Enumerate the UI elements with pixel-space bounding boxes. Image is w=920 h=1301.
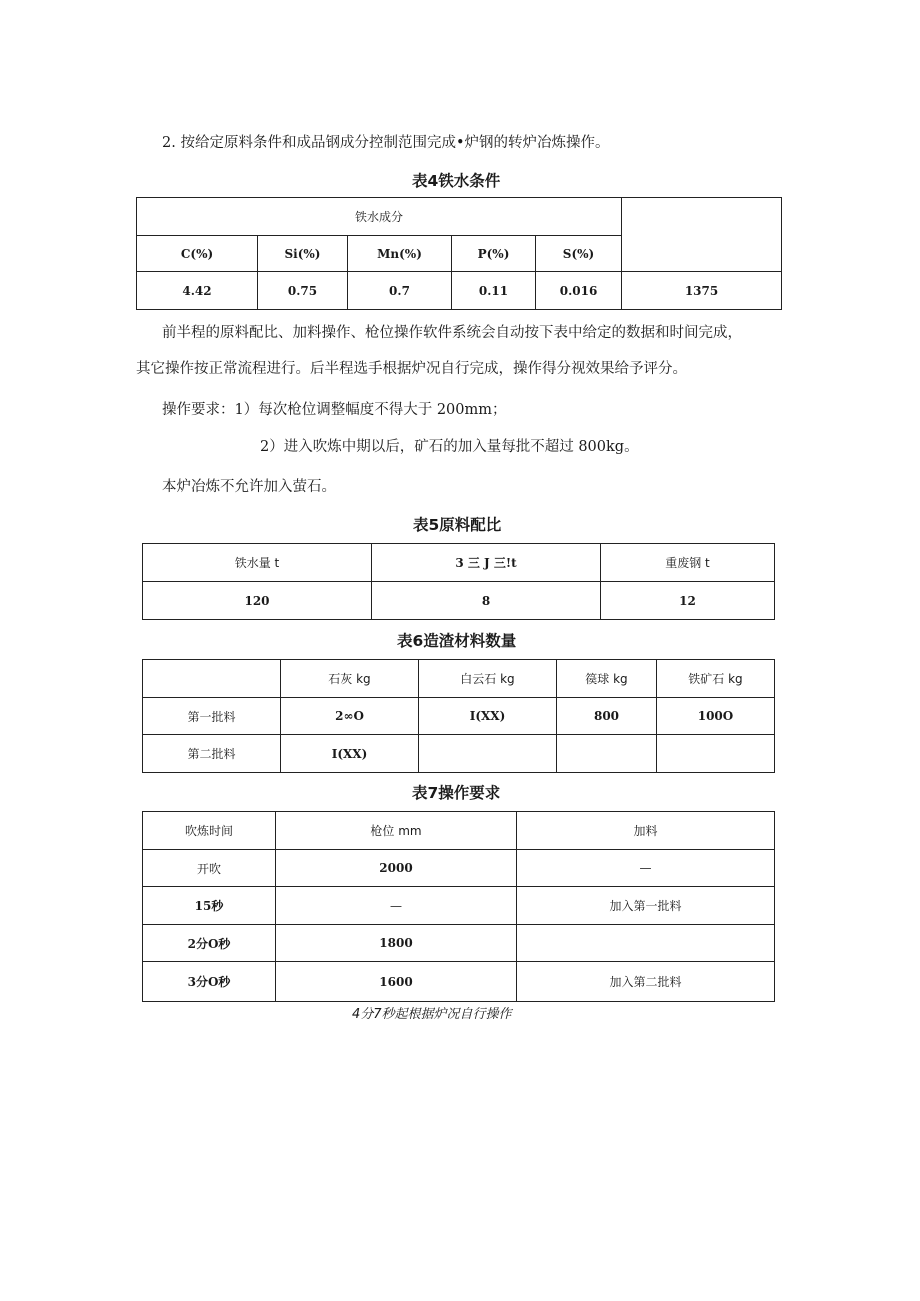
table6-r2-iron-ore [657, 735, 775, 773]
table7-r4-lance: 1600 [276, 962, 517, 1002]
table4-hot-metal [136, 197, 782, 310]
table4-val-s: 0.016 [536, 272, 622, 310]
table6-r1-lime: 2∞O [281, 698, 419, 735]
table7-r2-lance: — [276, 887, 517, 925]
table7-r3-lance: 1800 [276, 925, 517, 962]
table4-col-p: P(%) [452, 236, 536, 272]
table6-r2-dolomite [419, 735, 557, 773]
table6-col-iron-ore: 铁矿石 kg [657, 660, 775, 698]
fluorite-note: 本炉冶炼不允许加入萤石。 [162, 479, 336, 495]
table4-col-c: C(%) [137, 236, 258, 272]
table6-col-pellet: 篌球 kg [557, 660, 657, 698]
table7-r2-time: 15秒 [143, 887, 276, 925]
para1-line2: 其它操作按正常流程进行。后半程选手根据炉况自行完成，操作得分视效果给予评分。 [136, 361, 687, 377]
table4-val-si: 0.75 [258, 272, 348, 310]
table5-caption: 表5原料配比 [413, 516, 502, 534]
table7-r1-add: — [517, 850, 775, 887]
table4-val-p: 0.11 [452, 272, 536, 310]
table6-row1-label: 第一批料 [143, 698, 281, 735]
table6-row2-label: 第二批料 [143, 735, 281, 773]
table7-r3-add [517, 925, 775, 962]
table4-col-si: Si(%) [258, 236, 348, 272]
intro-text: 2. 按给定原料条件和成品钢成分控制范围完成•炉钢的转炉冶炼操作。 [162, 135, 610, 151]
table7-operation-requirements [142, 811, 775, 1002]
table5-col-hot-metal: 铁水量 t [143, 544, 372, 582]
table7-col-add: 加料 [517, 812, 775, 850]
table5-val-hot-metal: 120 [143, 582, 372, 620]
table5-val-heavy-scrap: 12 [601, 582, 775, 620]
table7-r4-add: 加入第二批料 [517, 962, 775, 1002]
requirement-2: 2）进入吹炼中期以后，矿石的加入量每批不超过 800kg。 [260, 439, 639, 455]
footer-note: 4分7秒起根据炉况自行操作 [352, 1007, 512, 1022]
table7-r1-lance: 2000 [276, 850, 517, 887]
table7-r2-add: 加入第一批料 [517, 887, 775, 925]
table4-val-mn: 0.7 [348, 272, 452, 310]
table6-corner-cell [143, 660, 281, 698]
table7-caption: 表7操作要求 [412, 784, 501, 802]
table5-col-scrap: 3 三 J 三!t [372, 544, 601, 582]
table7-col-time: 吹炼时间 [143, 812, 276, 850]
table4-col-s: S(%) [536, 236, 622, 272]
table5-raw-material-ratio [142, 543, 775, 620]
table7-col-lance: 枪位 mm [276, 812, 517, 850]
table5-val-scrap: 8 [372, 582, 601, 620]
table4-val-temp: 1375 [622, 272, 782, 310]
table6-r1-dolomite: I(XX) [419, 698, 557, 735]
para1-line1: 前半程的原料配比、加料操作、枪位操作软件系统会自动按下表中给定的数据和时间完成， [162, 325, 742, 341]
table6-r1-iron-ore: 100O [657, 698, 775, 735]
table6-slag-materials [142, 659, 775, 773]
table6-caption: 表6造渣材料数量 [397, 632, 517, 650]
table5-col-heavy-scrap: 重废钢 t [601, 544, 775, 582]
table6-col-lime: 石灰 kg [281, 660, 419, 698]
table6-r2-pellet [557, 735, 657, 773]
requirement-1: 操作要求：1）每次枪位调整幅度不得大于 200mm； [162, 402, 507, 418]
table6-col-dolomite: 白云石 kg [419, 660, 557, 698]
table4-col-mn: Mn(%) [348, 236, 452, 272]
table6-r2-lime: I(XX) [281, 735, 419, 773]
table7-r1-time: 开吹 [143, 850, 276, 887]
table4-caption: 表4铁水条件 [412, 172, 501, 190]
table4-group-header: 铁水成分 [137, 198, 622, 236]
table4-val-c: 4.42 [137, 272, 258, 310]
table6-r1-pellet: 800 [557, 698, 657, 735]
table4-empty-header [622, 198, 782, 272]
table7-r4-time: 3分O秒 [143, 962, 276, 1002]
table7-r3-time: 2分O秒 [143, 925, 276, 962]
